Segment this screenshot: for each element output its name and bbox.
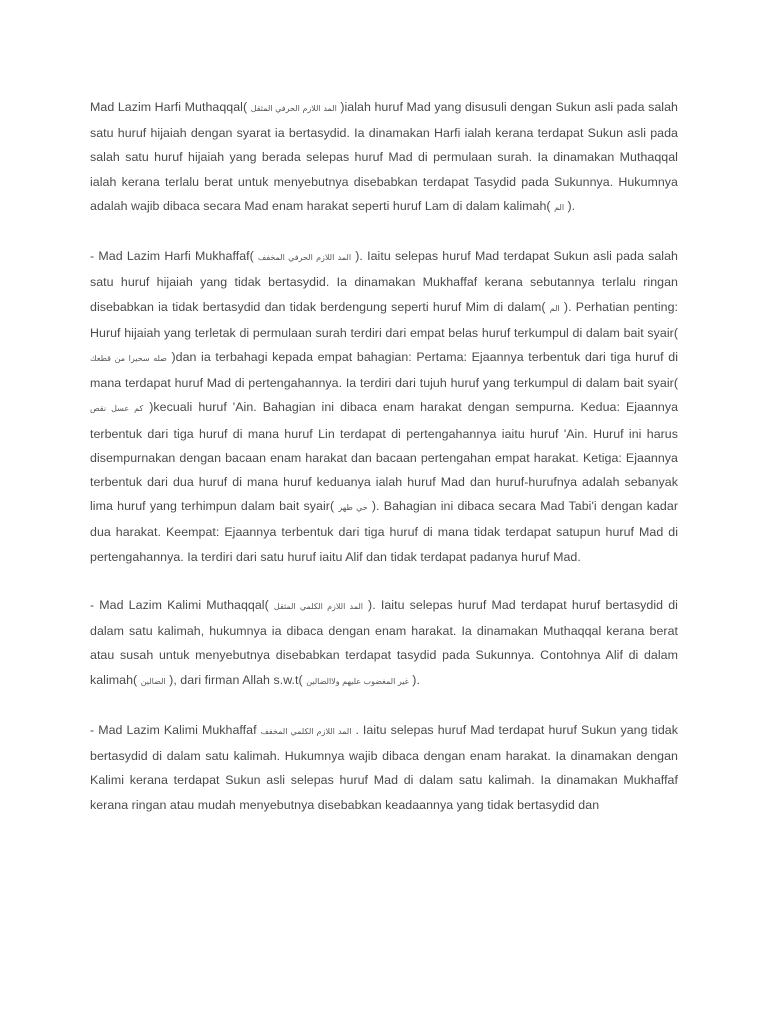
- document-page: [90, 95, 678, 841]
- paragraph-text: ).: [564, 198, 576, 213]
- paragraph-text: )kecuali huruf 'Ain. Bahagian ini dibaca enam harakat dengan sempurna. Kedua: Ejaannya terbentuk dari tiga huruf di mana huruf Lin terdapat di pertengahannya iaitu huruf 'Ain. Huruf ini harus disempurnakan dengan bacaan enam harakat dan bacaan pertengahan empat harakat. Ketiga: Ejaannya terbentuk dari dua huruf di mana huruf keduanya ialah huruf Mad dan huruf-hurufnya adalah sebanyak lima huruf yang terhimpun dalam bait syair(: [90, 400, 679, 514]
- paragraph-text: )ialah huruf Mad yang disusuli dengan Sukun asli pada salah satu huruf hijaiah dengan syarat ia bertasydid. Ia dinamakan Harfi ialah kerana terdapat Sukun asli pada salah satu huruf hijaiah yang berada selepas huruf Mad di permulaan surah. Ia dinamakan Muthaqqal ialah kerana terlalu berat untuk menyebutnya disebabkan terdapat Tasydid pada Sukunnya. Hukumnya adalah wajib dibaca secara Mad enam harakat seperti huruf Lam di dalam kalimah(: [90, 100, 678, 213]
- paragraph-text: - Mad Lazim Harfi Mukhaffaf(: [90, 249, 259, 264]
- arabic-phrase: المد اللازم الحرفي المخفف: [258, 253, 352, 263]
- arabic-phrase: صله سحيرا من قطعك: [90, 354, 167, 364]
- paragraph-mad-lazim-harfi-muthaqqal: [90, 95, 678, 220]
- arabic-phrase: الم: [554, 202, 565, 212]
- paragraph-text: - Mad Lazim Kalimi Muthaqqal(: [90, 598, 274, 613]
- arabic-phrase: المد اللازم الحرفي المثقل: [250, 104, 337, 113]
- arabic-phrase: المد اللازم الكلمي المخفف: [260, 727, 352, 737]
- paragraph-text: ). Perhatian penting: Huruf hijaiah yang terletak di permulaan surah terdiri dari empat belas huruf terkumpul di dalam bait syair(: [90, 299, 678, 340]
- arabic-phrase: الضالين: [140, 676, 166, 686]
- paragraph-text: ). Iaitu selepas huruf Mad terdapat huruf bertasydid di dalam satu kalimah, hukumnya ia dibaca dengan enam harakat. Ia dinamakan Muthaqqal kerana berat atau susah untuk menyebutnya disebabkan terdapat tasydid pada Sukunnya. Contohnya Alif di dalam kalimah(: [90, 598, 678, 687]
- paragraph-text: Mad Lazim Harfi Muthaqqal(: [90, 100, 251, 114]
- paragraph-text: ). Iaitu selepas huruf Mad terdapat Sukun asli pada salah satu huruf hijaiah yang tidak bertasydid. Ia dinamakan Mukhaffaf kerana sebutannya terlalu ringan disebabkan ia tidak bertasydid dan tidak berdengung seperti huruf Mim di dalam(: [90, 249, 678, 314]
- paragraph-mad-lazim-kalimi-mukhaffaf: [90, 718, 678, 817]
- paragraph-text: ), dari firman Allah s.w.t(: [165, 672, 307, 687]
- paragraph-text: . Iaitu selepas huruf Mad terdapat huruf Sukun yang tidak bertasydid di dalam satu kalimah. Hukumnya wajib dibaca dengan enam harakat. Ia dinamakan dengan Kalimi kerana terdapat Sukun asli selepas huruf Mad di dalam satu kalimah. Ia dinamakan Mukhaffaf kerana ringan atau mudah menyebutnya disebabkan keadaannya yang tidak bertasydid dan: [90, 723, 678, 812]
- paragraph-text: ). Bahagian ini dibaca secara Mad Tabi'i dengan kadar dua harakat. Keempat: Ejaannya terbentuk dari tiga huruf di mana tidak terdapat satupun huruf Mad di pertengahannya. Ia terdiri dari satu huruf iaitu Alif dan tidak terdapat padanya huruf Mad.: [90, 499, 678, 564]
- paragraph-mad-lazim-harfi-mukhaffaf: [90, 244, 678, 569]
- arabic-phrase: غير المغضوب عليهم ولاالضالين: [306, 676, 409, 686]
- arabic-phrase: المد اللازم الكلمي المثقل: [273, 602, 363, 612]
- arabic-phrase: حي طهر: [338, 503, 368, 513]
- paragraph-text: - Mad Lazim Kalimi Mukhaffaf: [90, 723, 261, 738]
- paragraph-mad-lazim-kalimi-muthaqqal: [90, 593, 678, 694]
- paragraph-text: )dan ia terbahagi kepada empat bahagian: Pertama: Ejaannya terbentuk dari tiga huruf di mana terdapat huruf Mad di pertengahannya. Ia terdiri dari tujuh huruf yang terkumpul di dalam bait syair(: [90, 350, 678, 391]
- paragraph-text: ).: [408, 672, 420, 687]
- arabic-phrase: الم: [549, 303, 560, 313]
- arabic-phrase: كم عسل نقص: [90, 404, 144, 414]
